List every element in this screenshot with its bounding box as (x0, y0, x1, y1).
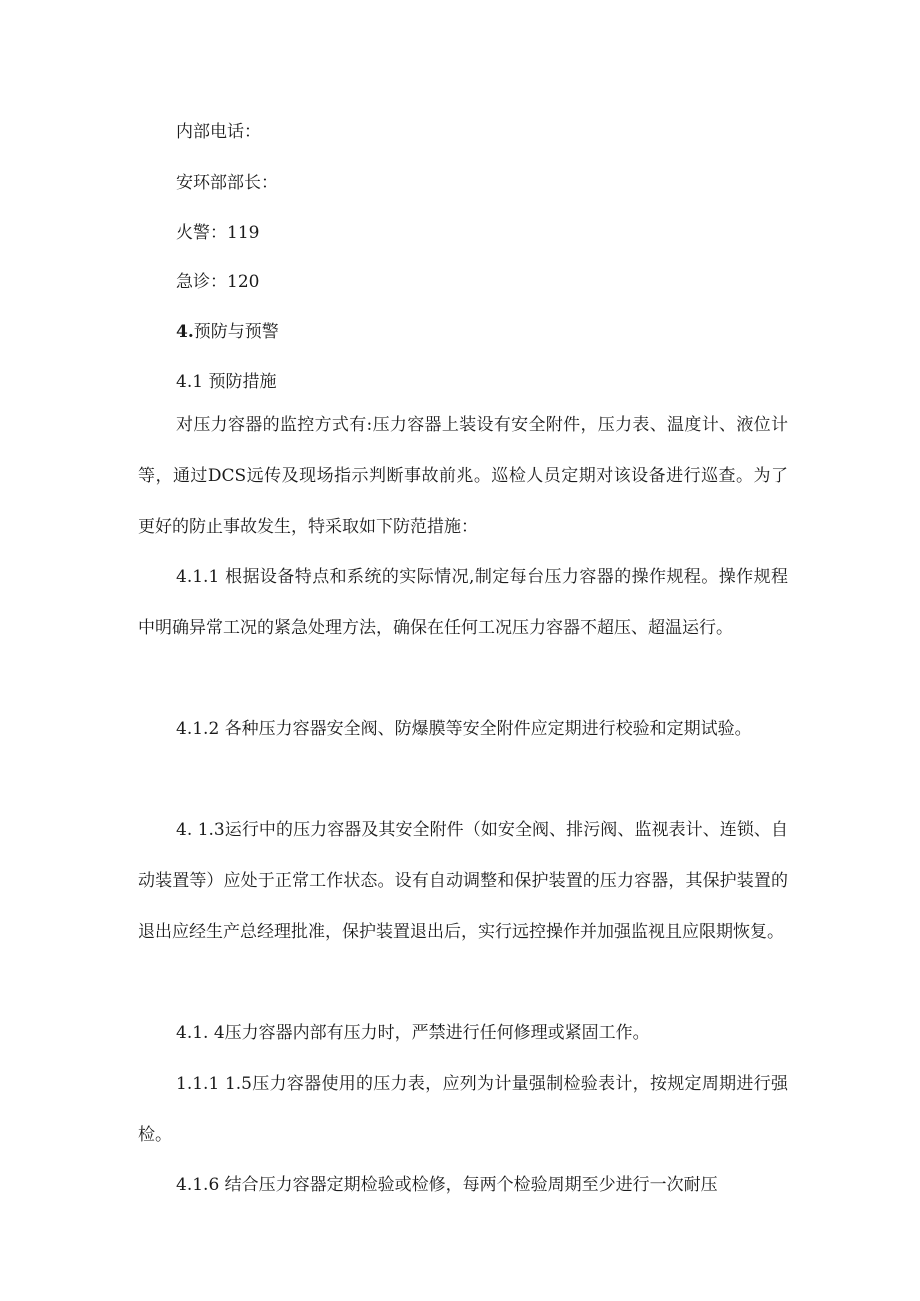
emergency-line: 急诊：120 (176, 272, 260, 292)
paragraph-4-1-1: 4.1.1 根据设备特点和系统的实际情况,制定每台压力容器的操作规程。操作规程中明确异常工况的紧急处理方法，确保在任何工况压力容器不超压、超温运行。 (138, 567, 788, 638)
section-heading-text: 预防与预警 (193, 322, 279, 342)
paragraph-4-1-5: 1.1.1 1.5压力容器使用的压力表，应列为计量强制检验表计，按规定周期进行强检。 (138, 1074, 788, 1145)
paragraph-4-1-6: 4.1.6 结合压力容器定期检验或检修，每两个检验周期至少进行一次耐压 (176, 1175, 718, 1195)
internal-phone-line: 内部电话： (176, 122, 261, 142)
intro-paragraph: 对压力容器的监控方式有:压力容器上装设有安全附件，压力表、温度计、液位计等，通过DCS远传及现场指示判断事故前兆。巡检人员定期对该设备进行巡查。为了更好的防止事故发生，特采取如下防范措施： (138, 415, 788, 537)
section-heading-number: 4. (176, 322, 194, 342)
section-heading (176, 321, 279, 343)
fire-line: 火警：119 (176, 223, 260, 243)
paragraph-4-1-4: 4.1. 4压力容器内部有压力时，严禁进行任何修理或紧固工作。 (176, 1023, 650, 1043)
paragraph-4-1-2: 4.1.2 各种压力容器安全阀、防爆膜等安全附件应定期进行校验和定期试验。 (176, 719, 752, 739)
subsection-heading: 4.1 预防措施 (176, 372, 277, 392)
paragraph-4-1-3: 4. 1.3运行中的压力容器及其安全附件（如安全阀、排污阀、监视表计、连锁、自动装置等）应处于正常工作状态。设有自动调整和保护装置的压力容器，其保护装置的退出应经生产总经理批准，保护装置退出后，实行远控操作并加强监视且应限期恢复。 (138, 820, 788, 942)
dept-head-line: 安环部部长： (176, 173, 278, 193)
